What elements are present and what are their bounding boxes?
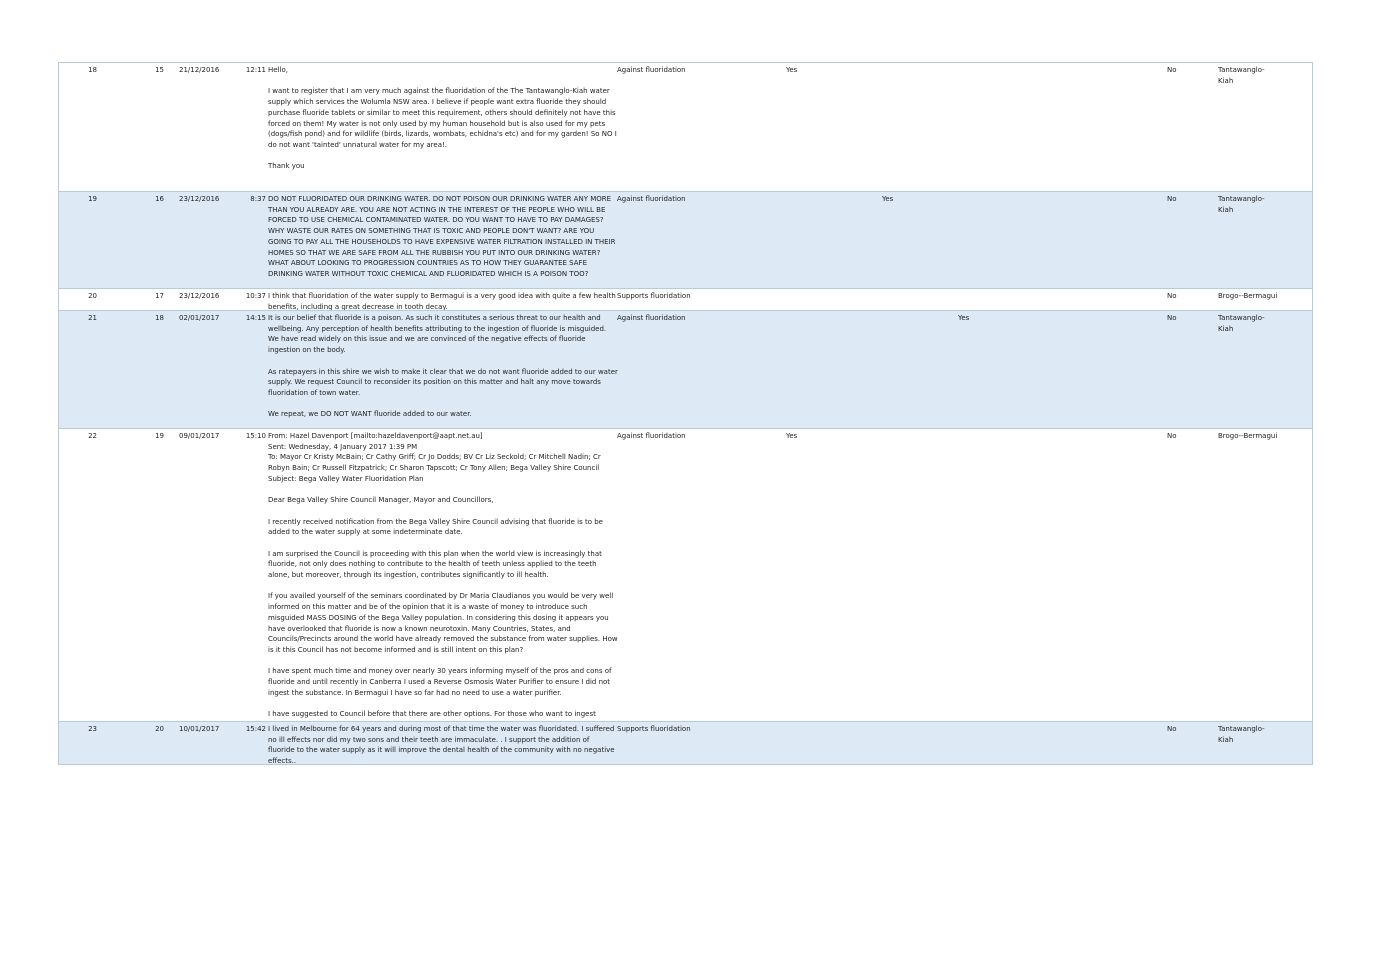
table-row <box>59 192 1312 289</box>
area-label: Brogo--Bermagui <box>1218 432 1278 440</box>
submission-number: 17 <box>155 292 164 300</box>
row-id: 19 <box>88 195 97 203</box>
submission-text <box>268 431 618 722</box>
submission-date: 02/01/2017 <box>179 314 220 322</box>
submission-time: 15:10 <box>245 432 266 440</box>
submission-number: 20 <box>155 725 164 733</box>
row-id: 23 <box>88 725 97 733</box>
submission-date: 09/01/2017 <box>179 432 220 440</box>
yes-value: Yes <box>786 432 798 440</box>
submission-text <box>268 313 618 420</box>
submission-date: 21/12/2016 <box>179 66 220 74</box>
yes-value: Yes <box>786 66 798 74</box>
submission-paragraph: Dear Bega Valley Shire Council Manager, Mayor and Councillors, <box>268 496 494 505</box>
submission-paragraph: If you availed yourself of the seminars coordinated by Dr Maria Claudianos you would be very well informed on this matter and be of the opinion that it is a waste of money to introduce such misguided MASS DOSING of the Bega Valley population. In considering this dosing it appears you have overlooked that fluoride is now a known neurotoxin. Many Countries, States, and Councils/Precincts around the world have already removed the substance from water supplies. How is it this Council has not become informed and is still intent on this plan? <box>268 592 618 654</box>
flag-value: No <box>1167 66 1177 74</box>
submission-paragraph: We repeat, we DO NOT WANT fluoride added to our water. <box>268 410 472 419</box>
submission-time: 10:37 <box>245 292 266 300</box>
table-row <box>59 429 1312 722</box>
email-header: From: Hazel Davenport [mailto:hazeldavenport@aapt.net.au] Sent: Wednesday, 4 January 2017 1:39 PM To: Mayor Cr Kristy McBain; Cr Cathy Griff; Cr Jo Dodds; BV Cr Liz Seckold; Cr Mitchell Nadin; Cr Robyn Bain; Cr Russell Fitzpatrick; Cr Sharon Tapscott; Cr Tony Allen; Bega Valley Shire Council Subject: Bega Valley Water Fluoridation Plan <box>268 432 601 483</box>
submission-number: 18 <box>155 314 164 322</box>
submission-paragraph: DO NOT FLUORIDATED OUR DRINKING WATER. DO NOT POISON OUR DRINKING WATER ANY MORE THAN YOU ALREADY ARE. YOU ARE NOT ACTING IN THE INTEREST OF THE PEOPLE WHO WILL BE FORCED TO USE CHEMICAL CONTAMINATED WATER. DO YOU WANT TO HAVE TO PAY DAMAGES? WHY WASTE OUR RATES ON SOMETHING THAT IS TOXIC AND PEOPLE DON'T WANT? ARE YOU GOING TO PAY ALL THE HOUSEHOLDS TO HAVE EXPENSIVE WATER FILTRATION INSTALLED IN THEIR HOMES SO THAT WE ARE SAFE FROM ALL THE RUBBISH YOU PUT INTO OUR DRINKING WATER? WHAT ABOUT LOOKING TO PROGRESSION COUNTRIES AS TO HOW THEY GUARANTEE SAFE DRINKING WATER WITHOUT TOXIC CHEMICAL AND FLUORIDATED WHICH IS A POISON TOO? <box>268 195 616 278</box>
submissions-table <box>58 62 1313 765</box>
stance-label: Against fluoridation <box>617 66 686 74</box>
submission-paragraph: I recently received notification from the Bega Valley Shire Council advising that fluoride is to be added to the water supply at some indeterminate date. <box>268 517 603 537</box>
submission-date: 23/12/2016 <box>179 292 220 300</box>
yes-value: Yes <box>958 314 970 322</box>
submission-paragraph: I think that fluoridation of the water supply to Bermagui is a very good idea with quite a few health benefits, including a great decrease in tooth decay. <box>268 292 616 311</box>
area-label: Tantawanglo-Kiah <box>1218 195 1265 214</box>
submission-paragraph: Hello, <box>268 66 288 74</box>
table-row <box>59 311 1312 429</box>
submission-paragraph: As ratepayers in this shire we wish to make it clear that we do not want fluoride added to our water supply. We request Council to reconsider its position on this matter and halt any move towards fluoridation of town water. <box>268 367 618 397</box>
yes-value: Yes <box>882 195 894 203</box>
stance-label: Supports fluoridation <box>617 292 691 300</box>
submission-paragraph: I am surprised the Council is proceeding with this plan when the world view is increasingly that fluoride, not only does nothing to contribute to the health of teeth unless applied to the teeth alone, but moreover, through its ingestion, contributes significantly to ill health. <box>268 549 602 580</box>
submission-paragraph: It is our belief that fluoride is a poison. As such it constitutes a serious threat to our health and wellbeing. Any perception of health benefits attributing to the ingestion of fluoride is misguided. We have read widely on this issue and we are convinced of the negative effects of fluoride ingestion on the body. <box>268 314 607 355</box>
area-label: Brogo--Bermagui <box>1218 292 1278 300</box>
submission-paragraph: I have spent much time and money over nearly 30 years informing myself of the pros and cons of fluoride and until recently in Canberra I used a Reverse Osmosis Water Purifier to ensure I did not ingest the substance. In Bermagui I have so far had no need to use a water purifier. <box>268 667 612 697</box>
submission-time: 12:11 <box>245 66 266 74</box>
flag-value: No <box>1167 314 1177 322</box>
submission-paragraph: I have suggested to Council before that there are other options. For those who want to ingest <box>268 710 596 719</box>
submission-number: 15 <box>155 66 164 74</box>
area-label: Tantawanglo-Kiah <box>1218 314 1265 333</box>
submission-time: 8:37 <box>250 195 266 203</box>
submission-text <box>268 194 618 280</box>
submission-paragraph: I lived in Melbourne for 64 years and during most of that time the water was fluoridated. I suffered no ill effects nor did my two sons and their teeth are immaculate. . I support the addition of fluoride to the water supply as it will improve the dental health of the community with no negative effects.. <box>268 725 615 765</box>
area-label: Tantawanglo-Kiah <box>1218 725 1265 744</box>
submission-number: 19 <box>155 432 164 440</box>
row-id: 22 <box>88 432 97 440</box>
stance-label: Against fluoridation <box>617 314 686 322</box>
submission-paragraph: Thank you <box>268 162 305 171</box>
submission-date: 23/12/2016 <box>179 195 220 203</box>
stance-label: Against fluoridation <box>617 195 686 203</box>
area-label: Tantawanglo-Kiah <box>1218 66 1265 85</box>
row-id: 21 <box>88 314 97 322</box>
table-row <box>59 63 1312 192</box>
flag-value: No <box>1167 432 1177 440</box>
submission-date: 10/01/2017 <box>179 725 220 733</box>
submission-text <box>268 724 618 765</box>
stance-label: Against fluoridation <box>617 432 686 440</box>
table-row <box>59 289 1312 311</box>
submission-text <box>268 65 618 172</box>
flag-value: No <box>1167 292 1177 300</box>
row-id: 18 <box>88 66 97 74</box>
stance-label: Supports fluoridation <box>617 725 691 733</box>
row-id: 20 <box>88 292 97 300</box>
submission-text <box>268 291 618 311</box>
flag-value: No <box>1167 195 1177 203</box>
submission-number: 16 <box>155 195 164 203</box>
submission-paragraph: I want to register that I am very much against the fluoridation of the The Tantawanglo-Kiah water supply which services the Wolumla NSW area. I believe if people want extra fluoride they should purchase fluoride tablets or similar to meet this requirement, others should definitely not have this forced on them! My water is not only used by my human household but is also used for my pets (dogs/fish pond) and for wildlife (birds, lizards, wombats, echidna's etc) and for my garden! So NO I do not want 'tainted' unnatural water for my area!. <box>268 87 617 149</box>
table-row <box>59 722 1312 765</box>
submission-time: 14:15 <box>245 314 266 322</box>
flag-value: No <box>1167 725 1177 733</box>
submission-time: 15:42 <box>245 725 266 733</box>
